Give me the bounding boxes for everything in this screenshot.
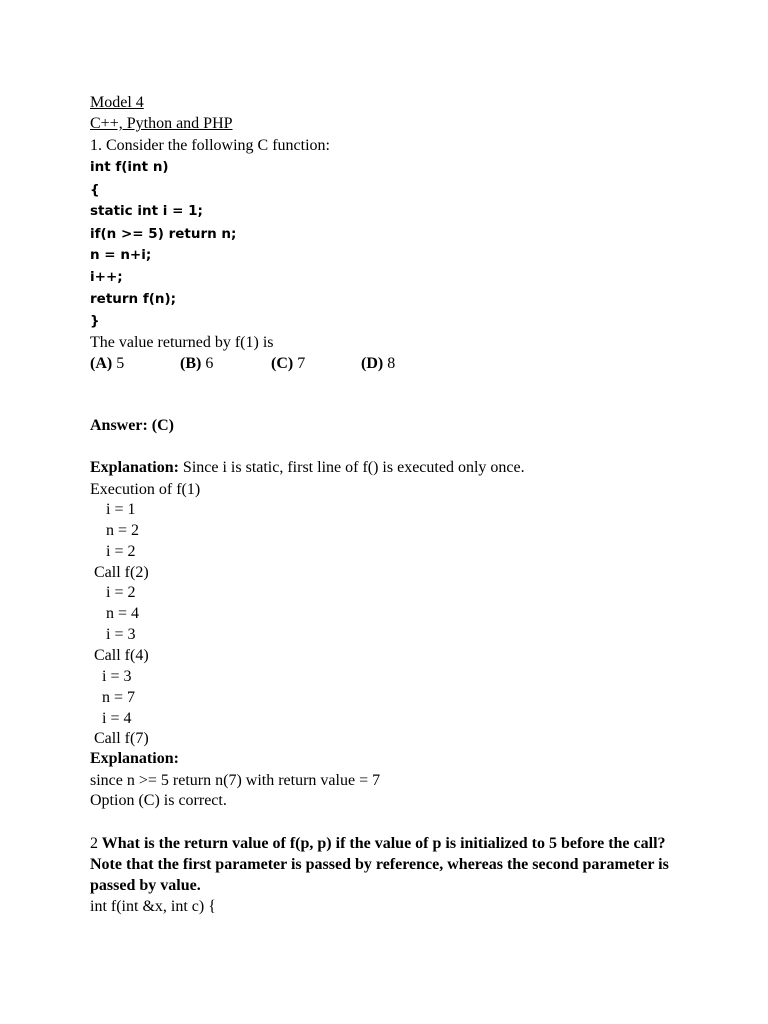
trace-line: i = 2 [90,543,136,560]
trace-line: i = 2 [90,584,136,601]
code-line: return f(n); [90,291,177,307]
trace-line: i = 3 [90,626,136,643]
code-line: { [90,182,100,198]
option-d [361,354,395,374]
explanation-2-label: Explanation: [90,750,179,767]
question-1-ask: The value returned by f(1) is [90,334,274,351]
trace-line: Call f(2) [90,564,149,581]
option-b [180,354,213,374]
explanation-label: Explanation: [90,459,179,476]
explanation-text: Since i is static, first line of f() is executed only once. [178,459,525,476]
question-2-code-line: int f(int &x, int c) { [90,898,216,915]
trace-line: i = 3 [90,668,132,685]
trace-line: n = 7 [90,689,136,706]
option-letter: (C) [271,355,294,372]
option-letter: (D) [361,355,384,372]
code-line: if(n >= 5) return n; [90,226,237,242]
trace-line: n = 2 [90,522,140,539]
option-value: 5 [112,355,125,372]
option-value: 7 [293,355,306,372]
question-2-number: 2 [90,835,98,852]
option-letter: (A) [90,355,113,372]
subject-heading: C++, Python and PHP [90,115,233,132]
trace-line: n = 4 [90,605,140,622]
explanation-line [90,458,525,478]
conclusion-line: since n >= 5 return n(7) with return value = 7 [90,772,381,789]
trace-line: Call f(4) [90,647,149,664]
option-a [90,354,124,374]
trace-line: Call f(7) [90,730,149,747]
code-line: int f(int n) [90,159,169,175]
option-letter: (B) [180,355,202,372]
answer-line: Answer: (C) [90,417,174,434]
trace-line: i = 4 [90,710,132,727]
question-1-prompt: 1. Consider the following C function: [90,137,330,154]
code-line: } [90,313,100,329]
code-line: i++; [90,269,123,285]
trace-line: i = 1 [90,501,136,518]
trace-line: Execution of f(1) [90,481,201,498]
code-line: n = n+i; [90,247,152,263]
code-line: static int i = 1; [90,203,203,219]
option-c [271,354,305,374]
conclusion-line: Option (C) is correct. [90,792,227,809]
question-2-text: What is the return value of f(p, p) if the value of p is initialized to 5 before the call? Note that the first parameter is passed by reference, whereas the second parameter is passed by value. [90,835,669,894]
question-2-prompt [90,833,690,896]
option-value: 6 [201,355,214,372]
option-value: 8 [383,355,396,372]
model-heading: Model 4 [90,94,144,111]
